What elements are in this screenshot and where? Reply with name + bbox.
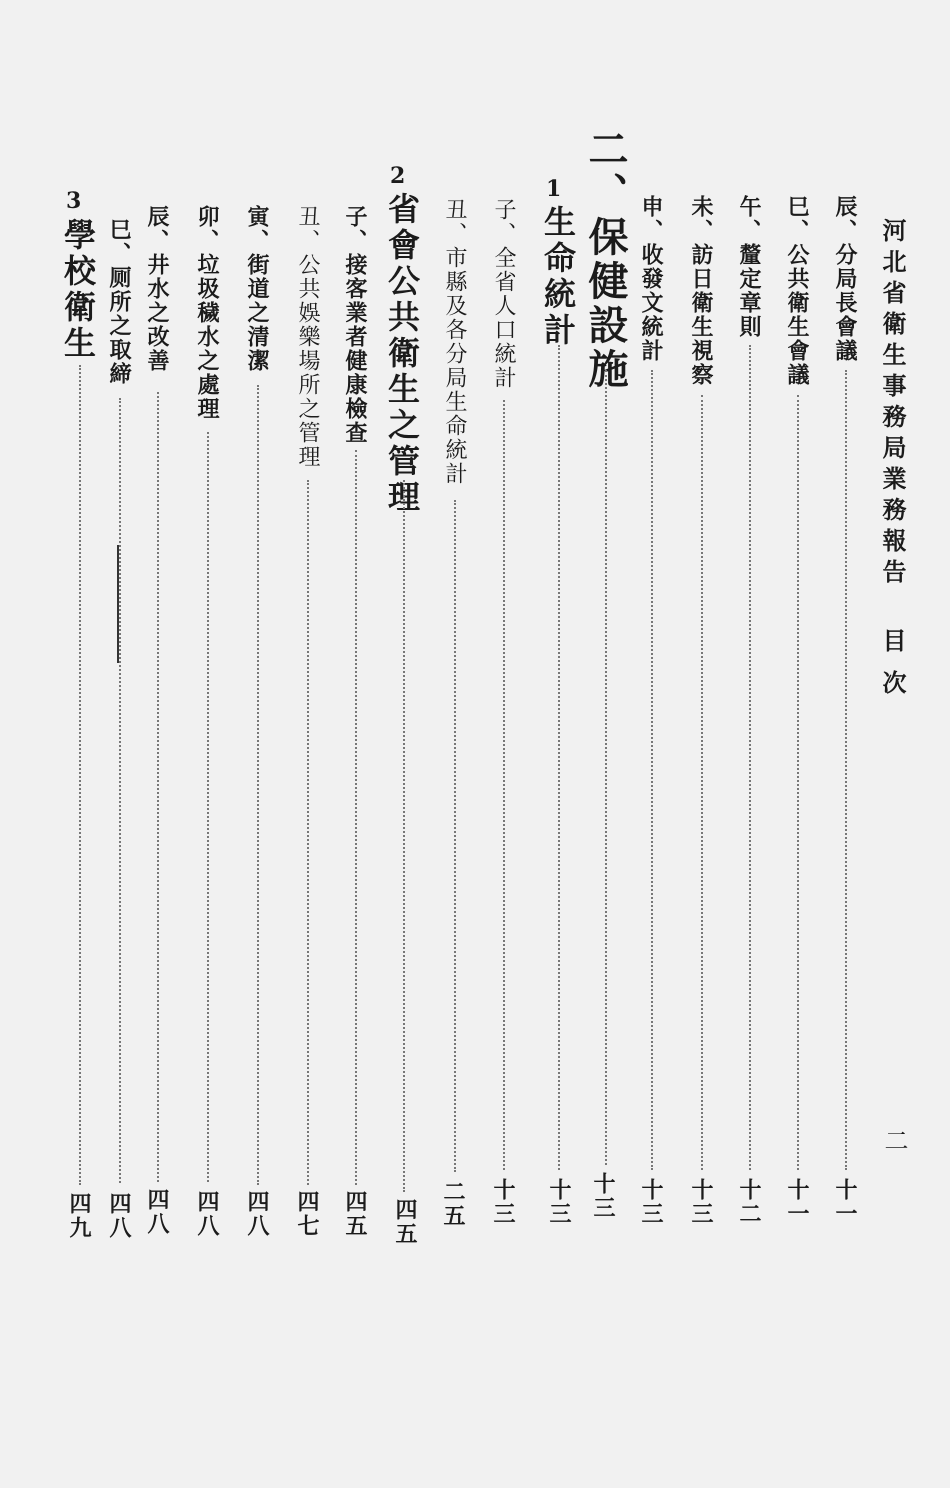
toc-entry-page: 十二 xyxy=(736,1178,762,1226)
toc-entry-page: 十三 xyxy=(590,1172,616,1220)
toc-entry-page: 十一 xyxy=(784,1178,810,1226)
subsection-number: 2 xyxy=(390,163,406,189)
toc-entry-page: 四八 xyxy=(194,1190,220,1238)
toc-entry-label: 卯、垃圾穢水之處理 xyxy=(194,205,220,421)
toc-entry-label: 申、收發文統計 xyxy=(638,195,664,363)
toc-entry-label: 丑、公共娛樂場所之管理 xyxy=(295,205,320,469)
toc-entry-label: 寅、街道之清潔 xyxy=(244,205,270,373)
toc-entry-label: 子、接客業者健康檢查 xyxy=(342,205,368,445)
toc-entry-label: 子、全省人口統計 xyxy=(491,198,516,390)
toc-entry-page: 四八 xyxy=(144,1188,170,1236)
subsection-number: 1 xyxy=(546,176,562,202)
subsection-heading: 生命統計 xyxy=(539,205,577,349)
leader-dots xyxy=(845,370,847,1170)
toc-entry-label: 辰、分局長會議 xyxy=(832,195,858,363)
toc-entry-page: 十一 xyxy=(832,1178,858,1226)
book-title: 河北省衛生事務局業務報告 xyxy=(878,218,907,590)
leader-dots xyxy=(749,345,751,1170)
leader-dots xyxy=(119,398,121,1183)
leader-dots xyxy=(605,370,607,1165)
toc-entry-label: 丑、市縣及各分局生命統計 xyxy=(442,198,467,486)
toc-entry-label: 未、訪日衛生視察 xyxy=(688,195,714,387)
toc-entry-page: 十三 xyxy=(490,1178,516,1226)
leader-dots xyxy=(797,395,799,1170)
toc-entry-page: 十三 xyxy=(546,1178,572,1226)
leader-dots xyxy=(701,395,703,1170)
toc-entry-label: 巳、厕所之取締 xyxy=(106,218,132,386)
toc-entry-page: 四五 xyxy=(342,1190,368,1238)
toc-entry-label: 午、釐定章則 xyxy=(736,195,762,339)
toc-entry-label: 辰、井水之改善 xyxy=(144,205,170,373)
toc-entry-page: 四七 xyxy=(294,1190,320,1238)
leader-dots xyxy=(307,480,309,1185)
subsection-heading: 學校衛生 xyxy=(59,218,97,362)
toc-entry-page: 二五 xyxy=(440,1180,466,1228)
leader-dots xyxy=(207,432,209,1182)
leader-dots xyxy=(157,392,159,1182)
leader-dots xyxy=(503,400,505,1170)
leader-dots xyxy=(403,480,405,1192)
leader-dots xyxy=(355,450,357,1185)
toc-entry-page: 四八 xyxy=(106,1192,132,1240)
toc-entry-page: 十三 xyxy=(638,1178,664,1226)
toc-entry-label: 巳、公共衛生會議 xyxy=(784,195,810,387)
scan-mark xyxy=(117,545,119,663)
toc-entry-page: 四八 xyxy=(244,1190,270,1238)
subsection-number: 3 xyxy=(66,188,82,214)
leader-dots xyxy=(454,500,456,1172)
section-label: 目次 xyxy=(878,628,907,712)
toc-entry-page: 四五 xyxy=(392,1198,418,1246)
leader-dots xyxy=(257,385,259,1185)
section-heading: 二、保健設施 xyxy=(582,128,629,392)
leader-dots xyxy=(651,370,653,1170)
subsection-heading: 省會公共衛生之管理 xyxy=(383,192,421,516)
toc-entry-page: 四九 xyxy=(66,1192,92,1240)
toc-entry-page: 十三 xyxy=(688,1178,714,1226)
page-number: 二 xyxy=(880,1128,908,1159)
leader-dots xyxy=(558,345,560,1170)
leader-dots xyxy=(79,365,81,1185)
